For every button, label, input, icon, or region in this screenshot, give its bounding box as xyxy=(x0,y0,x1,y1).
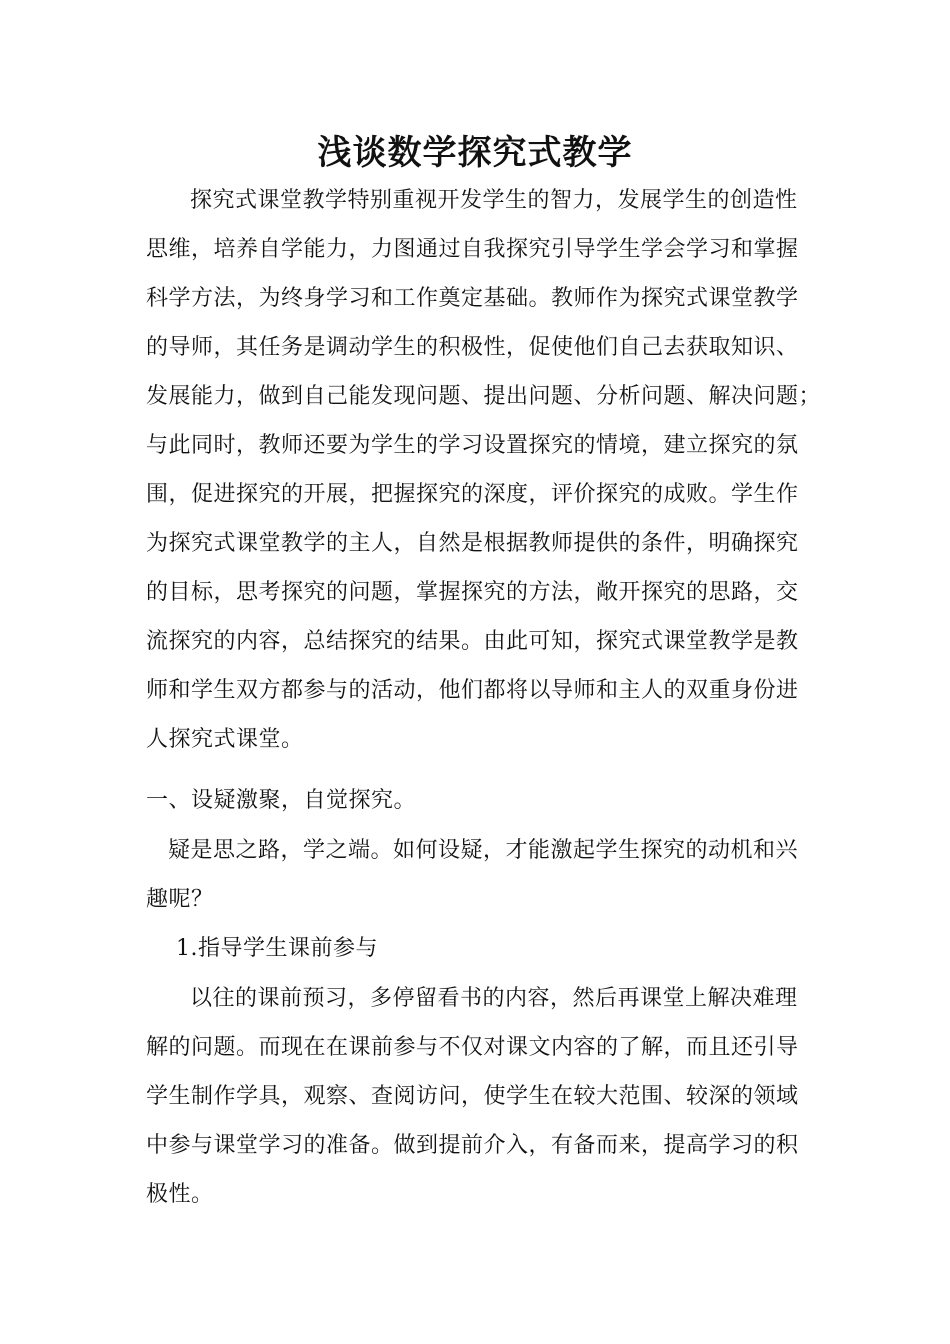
paragraph-line: 师和学生双方都参与的活动，他们都将以导师和主人的双重身份进 xyxy=(146,678,799,703)
paragraph-line: 科学方法，为终身学习和工作奠定基础。教师作为探究式课堂教学 xyxy=(146,286,799,311)
subheading xyxy=(146,924,841,973)
paragraph-line: 围，促进探究的开展，把握探究的深度，评价探究的成败。学生作 xyxy=(146,482,799,507)
paragraph-line: 与此同时，教师还要为学生的学习设置探究的情境，建立探究的氛 xyxy=(146,433,799,458)
paragraph-line: 人探究式课堂。 xyxy=(146,727,304,752)
paragraph-line: 的目标，思考探究的问题，掌握探究的方法，敞开探究的思路，交 xyxy=(146,580,799,605)
paragraph-line: 极性。 xyxy=(146,1182,214,1207)
subsection-paragraph xyxy=(146,974,811,1219)
section-paragraph xyxy=(146,826,811,924)
intro-paragraph xyxy=(146,176,822,764)
paragraph-line: 为探究式课堂教学的主人，自然是根据教师提供的条件，明确探究 xyxy=(146,531,799,556)
subheading-text: 1.指导学生课前参与 xyxy=(176,936,378,961)
paragraph-line: 中参与课堂学习的准备。做到提前介入，有备而来，提高学习的积 xyxy=(146,1133,799,1158)
paragraph-line: 学生制作学具，观察、查阅访问，使学生在较大范围、较深的领域 xyxy=(146,1084,799,1109)
paragraph-line: 解的问题。而现在在课前参与不仅对课文内容的了解，而且还引导 xyxy=(146,1035,799,1060)
paragraph-line: 以往的课前预习，多停留看书的内容，然后再课堂上解决难理 xyxy=(190,986,798,1011)
paragraph-line: 探究式课堂教学特别重视开发学生的智力，发展学生的创造性 xyxy=(190,188,798,213)
paragraph-line: 思维，培养自学能力，力图通过自我探究引导学生学会学习和掌握 xyxy=(146,237,799,262)
paragraph-line: 流探究的内容，总结探究的结果。由此可知，探究式课堂教学是教 xyxy=(146,629,799,654)
section-heading xyxy=(146,776,811,825)
paragraph-line: 的导师，其任务是调动学生的积极性，促使他们自己去获取知识、 xyxy=(146,335,799,360)
paragraph-line: 趣呢？ xyxy=(146,887,214,912)
section-heading-text: 一、设疑激聚，自觉探究。 xyxy=(146,788,417,813)
paragraph-line: 发展能力，做到自己能发现问题、提出问题、分析问题、解决问题； xyxy=(146,384,822,409)
paragraph-line: 疑是思之路，学之端。如何设疑，才能激起学生探究的动机和兴 xyxy=(168,838,799,863)
document-title: 浅谈数学探究式教学 xyxy=(317,133,633,173)
